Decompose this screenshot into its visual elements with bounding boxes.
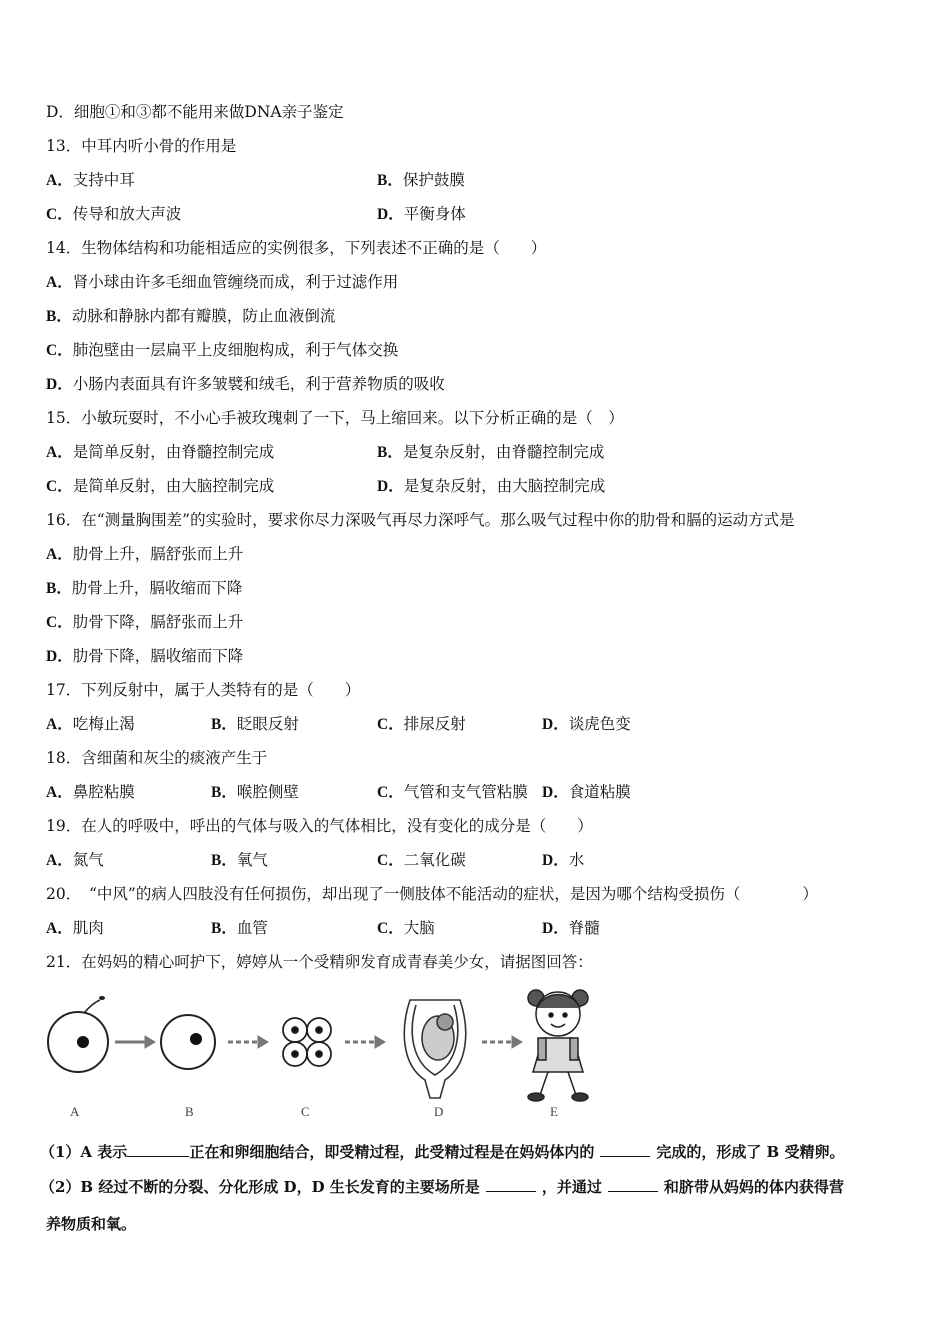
- q19-option-d: D．水: [542, 851, 585, 869]
- q20-option-b: B．血管: [211, 919, 268, 937]
- q15-option-b: B．是复杂反射，由脊髓控制完成: [377, 443, 605, 461]
- q21-part1: （1）A 表示 正在和卵细胞结合，即受精过程，此受精过程是在妈妈体内的 完成的，形成了 B 受精卵。: [40, 1143, 845, 1161]
- q15-stem: 15．小敏玩耍时，不小心手被玫瑰刺了一下，马上缩回来。以下分析正确的是（ ）: [46, 409, 624, 427]
- q19-option-b: B．氧气: [211, 851, 268, 869]
- fetus-in-uterus-icon: [404, 1000, 465, 1098]
- figure-label-a: A: [70, 1104, 80, 1119]
- q18-stem: 18．含细菌和灰尘的痰液产生于: [46, 749, 268, 767]
- dashed-arrow-icon: [482, 1036, 522, 1048]
- q17-option-b: B．眨眼反射: [211, 715, 299, 733]
- q21-part2: （2）B 经过不断的分裂、分化形成 D，D 生长发育的主要场所是 ，并通过 和脐带从妈妈的体内获得营: [40, 1178, 844, 1196]
- q13-option-a: A．支持中耳: [46, 171, 135, 189]
- q18-option-a: A．鼻腔粘膜: [46, 783, 135, 801]
- figure-label-e: E: [550, 1104, 558, 1119]
- q14-option-c: C．肺泡壁由一层扁平上皮细胞构成，利于气体交换: [46, 341, 399, 359]
- q14-option-a: A．肾小球由许多毛细血管缠绕而成，利于过滤作用: [46, 273, 399, 291]
- q15-option-a: A．是简单反射，由脊髓控制完成: [46, 443, 275, 461]
- answer-blank[interactable]: [127, 1142, 189, 1157]
- q16-option-a: A．肋骨上升，膈舒张而上升: [46, 545, 244, 563]
- q16-option-b: B．肋骨上升，膈收缩而下降: [46, 579, 243, 597]
- q17-option-d: D．谈虎色变: [542, 715, 631, 733]
- q13-option-d: D．平衡身体: [377, 205, 466, 223]
- q14-option-d: D．小肠内表面具有许多皱襞和绒毛，利于营养物质的吸收: [46, 375, 445, 393]
- q17-option-a: A．吃梅止渴: [46, 715, 135, 733]
- q20-option-c: C．大脑: [377, 919, 435, 937]
- q21-stem: 21．在妈妈的精心呵护下，婷婷从一个受精卵发育成青春美少女，请据图回答：: [46, 953, 593, 971]
- q19-option-a: A．氮气: [46, 851, 104, 869]
- q15-option-c: C．是简单反射，由大脑控制完成: [46, 477, 275, 495]
- figure-label-c: C: [301, 1104, 310, 1119]
- answer-blank[interactable]: [600, 1142, 650, 1157]
- q18-option-c: C．气管和支气管粘膜: [377, 783, 528, 801]
- sperm-egg-icon: [48, 996, 108, 1072]
- q17-stem: 17．下列反射中，属于人类特有的是（ ）: [46, 681, 361, 699]
- q17-option-c: C．排尿反射: [377, 715, 466, 733]
- answer-blank[interactable]: [608, 1177, 658, 1192]
- q16-option-d: D．肋骨下降，膈收缩而下降: [46, 647, 244, 665]
- solid-arrow-icon: [115, 1036, 155, 1048]
- q18-option-d: D．食道粘膜: [542, 783, 631, 801]
- q14-option-b: B．动脉和静脉内都有瓣膜，防止血液倒流: [46, 307, 336, 325]
- q16-option-c: C．肋骨下降，膈舒张而上升: [46, 613, 244, 631]
- q19-stem: 19．在人的呼吸中，呼出的气体与吸入的气体相比，没有变化的成分是（ ）: [46, 817, 593, 835]
- answer-blank[interactable]: [486, 1177, 536, 1192]
- q20-stem: 20． “中风”的病人四肢没有任何损伤，却出现了一侧肢体不能活动的症状，是因为哪个结构受损伤（ ）: [46, 885, 818, 903]
- q20-option-a: A．肌肉: [46, 919, 104, 937]
- q16-stem: 16．在“测量胸围差”的实验时，要求你尽力深吸气再尽力深呼气。那么吸气过程中你的肋骨和膈的运动方式是: [46, 511, 795, 529]
- dashed-arrow-icon: [345, 1036, 385, 1048]
- q13-stem: 13．中耳内听小骨的作用是: [46, 137, 237, 155]
- q20-option-d: D．脊髓: [542, 919, 600, 937]
- q13-option-b: B．保护鼓膜: [377, 171, 465, 189]
- figure-label-d: D: [434, 1104, 444, 1119]
- girl-icon: [528, 990, 588, 1101]
- q14-stem: 14．生物体结构和功能相适应的实例很多，下列表述不正确的是（ ）: [46, 239, 547, 257]
- cleavage-cells-icon: [283, 1018, 331, 1066]
- figure-label-b: B: [185, 1104, 194, 1119]
- q18-option-b: B．喉腔侧壁: [211, 783, 299, 801]
- dashed-arrow-icon: [228, 1036, 268, 1048]
- q12-option-d: D．细胞①和③都不能用来做DNA亲子鉴定: [46, 103, 344, 121]
- q21-part2-continued: 养物质和氧。: [46, 1215, 137, 1233]
- development-figure: [40, 980, 600, 1130]
- q13-option-c: C．传导和放大声波: [46, 205, 182, 223]
- q15-option-d: D．是复杂反射，由大脑控制完成: [377, 477, 606, 495]
- q19-option-c: C．二氧化碳: [377, 851, 466, 869]
- zygote-icon: [161, 1015, 215, 1069]
